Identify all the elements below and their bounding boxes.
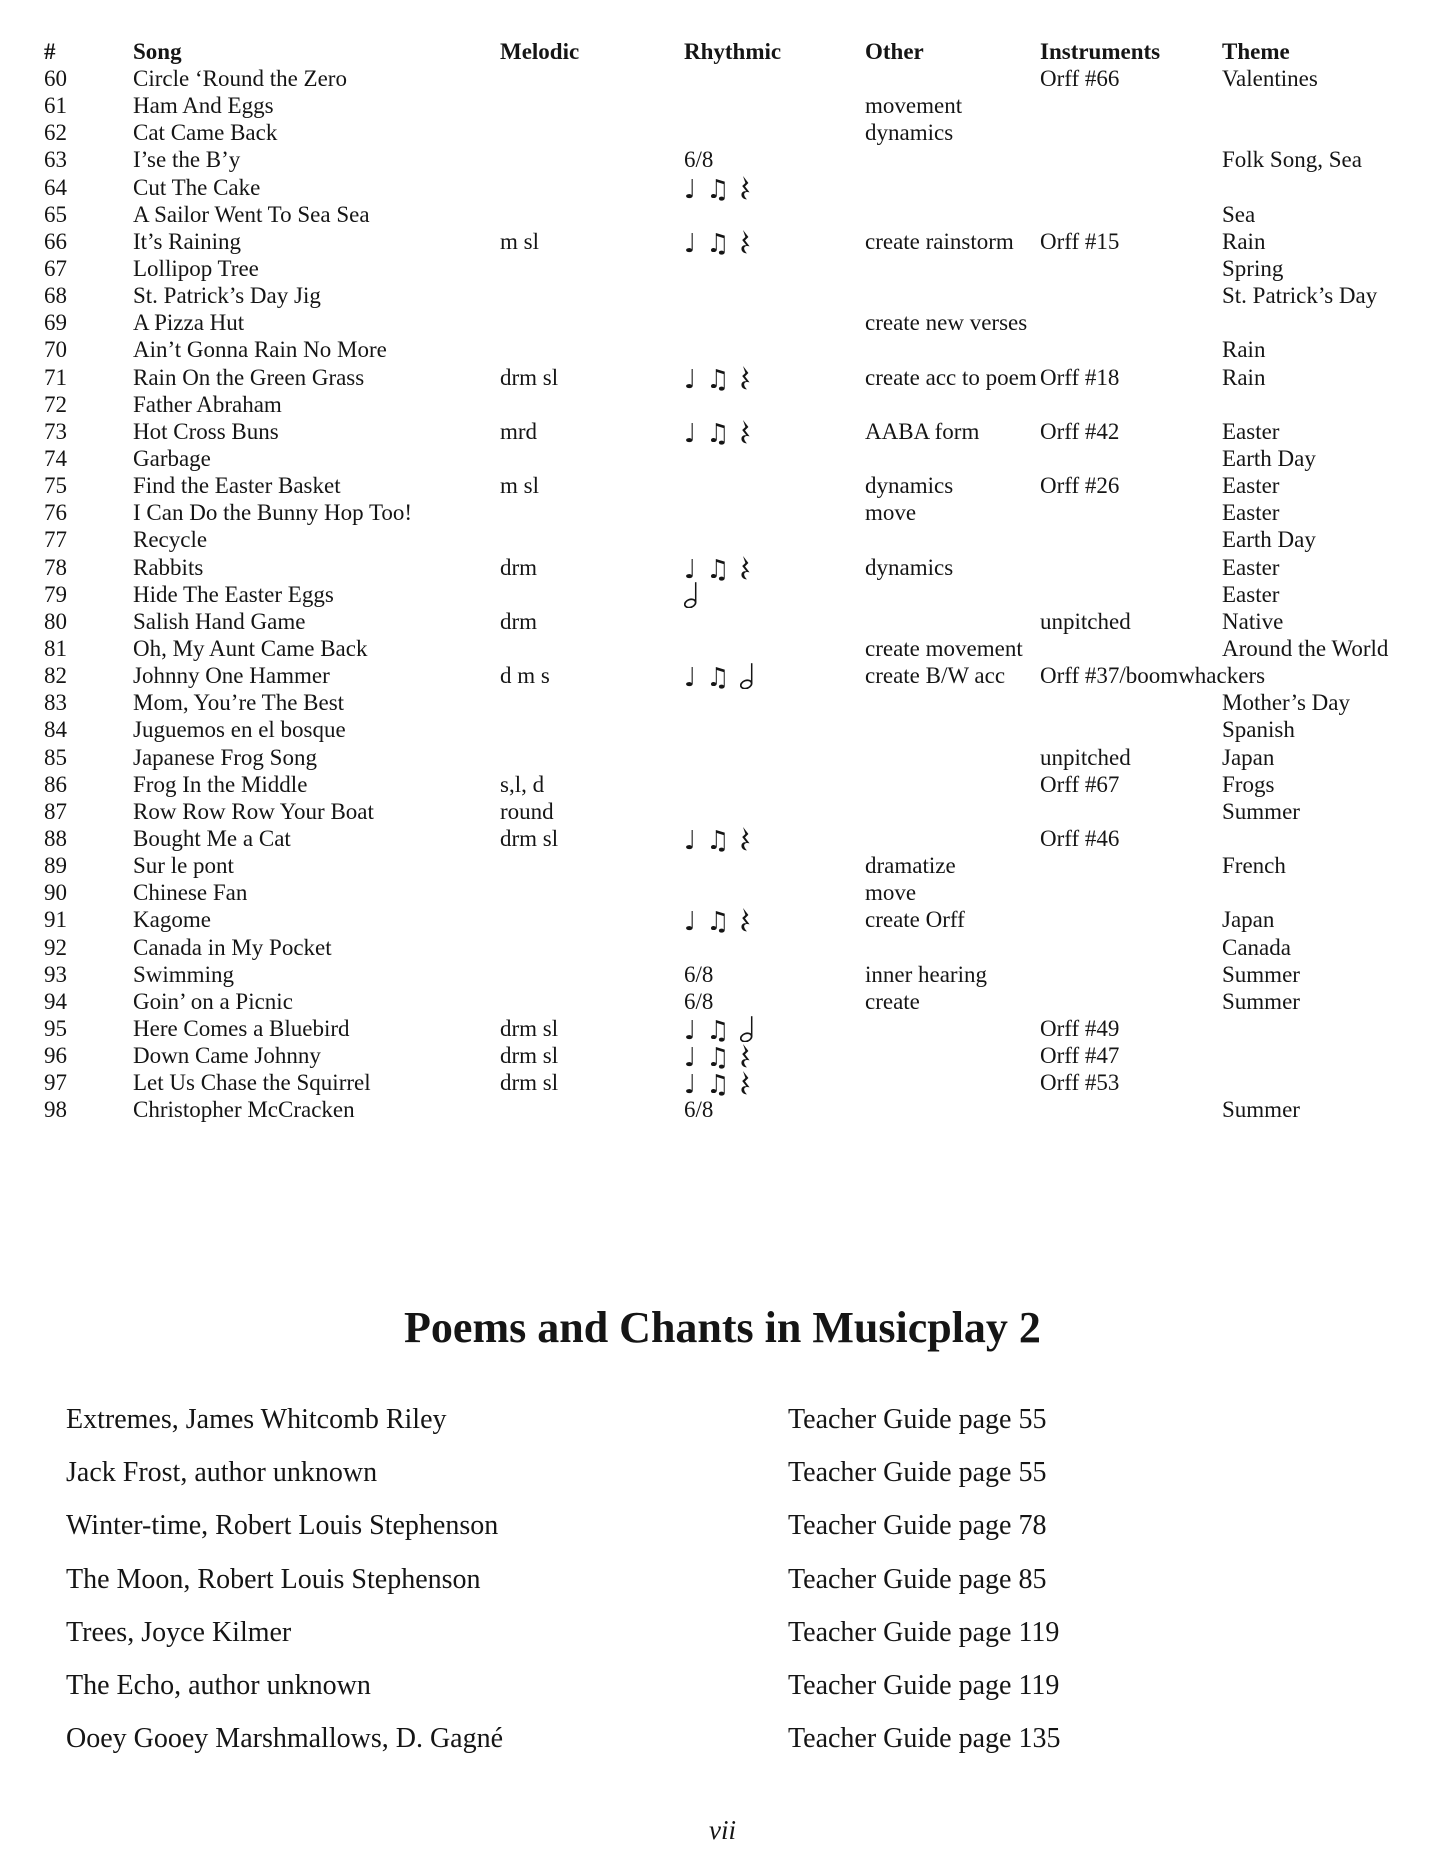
poems-title: Poems and Chants in Musicplay 2 xyxy=(404,1303,1041,1352)
instruments-value: Orff #42 xyxy=(1040,418,1120,444)
table-row xyxy=(0,635,1445,662)
row-number: 67 xyxy=(44,255,67,281)
other-value: create B/W acc xyxy=(865,663,1006,689)
song-title: Swimming xyxy=(133,961,234,987)
theme-value: Mother’s Day xyxy=(1222,690,1350,716)
table-row xyxy=(0,1015,1445,1046)
theme-value: Rain xyxy=(1222,337,1266,363)
quarter-note-icon: ♩ xyxy=(684,174,697,205)
quarter-rest-icon xyxy=(740,1044,751,1069)
row-number: 77 xyxy=(44,527,67,553)
quarter-rest-icon xyxy=(740,908,751,933)
theme-value: Easter xyxy=(1222,418,1280,444)
theme-value: Native xyxy=(1222,608,1284,634)
other-value: create rainstorm xyxy=(865,228,1014,254)
eighth-pair-icon: ♫ xyxy=(706,1043,730,1074)
song-title: Juguemos en el bosque xyxy=(133,717,346,743)
theme-value: Earth Day xyxy=(1222,445,1316,471)
eighth-pair-icon: ♫ xyxy=(706,663,730,694)
other-value: dramatize xyxy=(865,853,956,879)
instruments-value: Orff #18 xyxy=(1040,364,1120,390)
table-row xyxy=(0,689,1445,716)
melodic-value: drm sl xyxy=(500,364,559,390)
quarter-note-icon: ♩ xyxy=(684,1070,697,1101)
song-title: Oh, My Aunt Came Back xyxy=(133,635,368,661)
table-row xyxy=(0,744,1445,771)
table-row xyxy=(0,146,1445,173)
row-number: 81 xyxy=(44,635,67,661)
row-number: 71 xyxy=(44,364,67,390)
table-row xyxy=(0,879,1445,906)
poem-name: The Echo, author unknown xyxy=(66,1669,371,1701)
poem-name: Trees, Joyce Kilmer xyxy=(66,1616,292,1648)
other-value: dynamics xyxy=(865,120,954,146)
quarter-note-icon: ♩ xyxy=(684,554,697,585)
quarter-note-icon: ♩ xyxy=(684,418,697,449)
other-value: move xyxy=(865,500,917,526)
quarter-note-icon: ♩ xyxy=(684,663,697,694)
instruments-value: Orff #66 xyxy=(1040,66,1120,91)
theme-value: Summer xyxy=(1222,961,1300,987)
song-title: It’s Raining xyxy=(133,228,241,254)
eighth-pair-icon: ♫ xyxy=(706,1070,730,1101)
row-number: 70 xyxy=(44,337,67,363)
row-number: 88 xyxy=(44,825,67,851)
rhythmic-value xyxy=(684,1042,751,1074)
row-number: 97 xyxy=(44,1070,67,1096)
table-row xyxy=(0,934,1445,961)
quarter-rest-icon xyxy=(740,420,751,445)
rhythmic-value: 6/8 xyxy=(684,988,714,1014)
column-header-theme: Theme xyxy=(1222,39,1290,64)
row-number: 96 xyxy=(44,1043,67,1069)
poem-page-ref: Teacher Guide page 78 xyxy=(788,1510,1047,1542)
row-number: 65 xyxy=(44,201,67,227)
song-title: Rabbits xyxy=(133,554,204,580)
table-row xyxy=(0,499,1445,526)
song-title: Salish Hand Game xyxy=(133,608,306,634)
poem-page-ref: Teacher Guide page 85 xyxy=(788,1563,1047,1595)
quarter-note-icon: ♩ xyxy=(684,907,697,938)
table-row xyxy=(0,581,1445,608)
rhythmic-value xyxy=(684,1069,751,1101)
song-title: Find the Easter Basket xyxy=(133,473,341,499)
theme-value: Summer xyxy=(1222,798,1300,824)
song-title: Johnny One Hammer xyxy=(133,663,330,689)
row-number: 69 xyxy=(44,310,67,336)
half-note-icon xyxy=(684,581,699,608)
song-title: Mom, You’re The Best xyxy=(133,690,345,716)
eighth-pair-icon: ♫ xyxy=(706,1015,730,1046)
theme-value: Folk Song, Sea xyxy=(1222,147,1362,173)
melodic-value: m sl xyxy=(500,228,539,254)
other-value: create Orff xyxy=(865,907,965,933)
quarter-note-icon: ♩ xyxy=(684,1043,697,1074)
poem-page-ref: Teacher Guide page 135 xyxy=(788,1723,1061,1755)
table-row xyxy=(0,65,1445,92)
other-value: create new verses xyxy=(865,310,1028,336)
poem-name: Jack Frost, author unknown xyxy=(66,1457,378,1489)
row-number: 93 xyxy=(44,961,67,987)
page-number: vii xyxy=(709,1815,736,1845)
poem-page-ref: Teacher Guide page 55 xyxy=(788,1404,1047,1435)
eighth-pair-icon: ♫ xyxy=(706,418,730,449)
poems-list xyxy=(0,1400,1445,1772)
melodic-value: drm xyxy=(500,608,538,634)
rhythmic-value xyxy=(684,1015,755,1046)
song-title: Sur le pont xyxy=(133,853,234,879)
other-value: create movement xyxy=(865,635,1023,661)
song-title: A Pizza Hut xyxy=(133,310,245,336)
song-title: I’se the B’y xyxy=(133,147,241,173)
quarter-rest-icon xyxy=(740,366,751,391)
half-note-icon xyxy=(740,662,755,689)
song-title: Here Comes a Bluebird xyxy=(133,1015,350,1041)
instruments-value: Orff #15 xyxy=(1040,228,1120,254)
table-row xyxy=(0,798,1445,825)
rhythmic-value: 6/8 xyxy=(684,961,714,987)
song-title: Ham And Eggs xyxy=(133,93,274,119)
row-number: 82 xyxy=(44,663,67,689)
row-number: 98 xyxy=(44,1097,67,1123)
theme-value: Japan xyxy=(1222,744,1275,770)
table-row xyxy=(0,825,1445,856)
table-row xyxy=(0,472,1445,499)
row-number: 61 xyxy=(44,93,67,119)
table-row xyxy=(0,852,1445,879)
row-number: 85 xyxy=(44,744,67,770)
quarter-note-icon: ♩ xyxy=(684,825,697,856)
song-title: Christopher McCracken xyxy=(133,1097,355,1123)
table-row xyxy=(0,1042,1445,1074)
poem-item xyxy=(0,1453,1445,1506)
row-number: 66 xyxy=(44,228,67,254)
quarter-note-icon: ♩ xyxy=(684,228,697,259)
theme-value: Around the World xyxy=(1222,635,1389,661)
poem-name: Winter-time, Robert Louis Stephenson xyxy=(66,1510,499,1542)
poem-page-ref: Teacher Guide page 119 xyxy=(788,1616,1060,1648)
melodic-value: m sl xyxy=(500,473,539,499)
rhythmic-value xyxy=(684,364,751,395)
quarter-rest-icon xyxy=(740,827,751,852)
theme-value: Frogs xyxy=(1222,771,1275,797)
table-row xyxy=(0,391,1445,418)
song-title: Hide The Easter Eggs xyxy=(133,581,334,607)
melodic-value: drm sl xyxy=(500,1043,559,1069)
quarter-rest-icon xyxy=(740,1071,751,1096)
table-row xyxy=(0,608,1445,635)
rhythmic-value xyxy=(684,825,751,856)
song-title: Goin’ on a Picnic xyxy=(133,988,293,1014)
row-number: 78 xyxy=(44,554,67,580)
rhythmic-value xyxy=(684,662,755,694)
table-row xyxy=(0,282,1445,309)
table-row xyxy=(0,255,1445,282)
table-row xyxy=(0,716,1445,743)
quarter-rest-icon xyxy=(740,176,751,201)
column-header-melodic: Melodic xyxy=(500,39,580,64)
melodic-value: drm xyxy=(500,554,538,580)
half-note-icon xyxy=(740,1015,755,1042)
poem-page-ref: Teacher Guide page 55 xyxy=(788,1457,1047,1489)
song-title: Let Us Chase the Squirrel xyxy=(133,1070,371,1096)
other-value: move xyxy=(865,880,917,906)
row-number: 86 xyxy=(44,771,67,797)
melodic-value: drm sl xyxy=(500,825,559,851)
row-number: 90 xyxy=(44,880,67,906)
row-number: 74 xyxy=(44,445,67,471)
poem-page-ref: Teacher Guide page 119 xyxy=(788,1669,1060,1701)
theme-value: Easter xyxy=(1222,554,1280,580)
song-title: Garbage xyxy=(133,445,211,471)
poem-item xyxy=(0,1400,1445,1453)
theme-value: Rain xyxy=(1222,364,1266,390)
row-number: 68 xyxy=(44,283,67,309)
column-header-other: Other xyxy=(865,39,924,64)
theme-value: Spring xyxy=(1222,255,1284,281)
rhythmic-value xyxy=(684,418,751,449)
eighth-pair-icon: ♫ xyxy=(706,364,730,395)
melodic-value: drm sl xyxy=(500,1015,559,1041)
row-number: 63 xyxy=(44,147,67,173)
row-number: 73 xyxy=(44,418,67,444)
song-title: Frog In the Middle xyxy=(133,771,308,797)
table-row xyxy=(0,364,1445,395)
table-row xyxy=(0,988,1445,1015)
table-row xyxy=(0,92,1445,119)
row-number: 62 xyxy=(44,120,67,146)
table-row xyxy=(0,1096,1445,1123)
theme-value: French xyxy=(1222,853,1286,879)
song-title: Down Came Johnny xyxy=(133,1043,321,1069)
table-row xyxy=(0,309,1445,336)
other-value: dynamics xyxy=(865,473,954,499)
poem-item xyxy=(0,1560,1445,1613)
other-value: inner hearing xyxy=(865,961,987,987)
row-number: 87 xyxy=(44,798,67,824)
instruments-value: Orff #26 xyxy=(1040,473,1120,499)
quarter-rest-icon xyxy=(740,230,751,255)
song-title: Ain’t Gonna Rain No More xyxy=(133,337,387,363)
row-number: 80 xyxy=(44,608,67,634)
poem-item xyxy=(0,1613,1445,1666)
theme-value: Easter xyxy=(1222,500,1280,526)
poem-item xyxy=(0,1719,1445,1772)
table-row xyxy=(0,1069,1445,1101)
melodic-value: d m s xyxy=(500,663,550,689)
row-number: 91 xyxy=(44,907,67,933)
theme-value: Japan xyxy=(1222,907,1275,933)
melodic-value: round xyxy=(500,798,554,824)
poem-name: Extremes, James Whitcomb Riley xyxy=(66,1404,447,1435)
theme-value: Sea xyxy=(1222,201,1256,227)
rhythmic-value xyxy=(684,581,699,609)
row-number: 64 xyxy=(44,174,67,200)
theme-value: Easter xyxy=(1222,581,1280,607)
row-number: 72 xyxy=(44,391,67,417)
instruments-value: Orff #46 xyxy=(1040,825,1120,851)
song-title: I Can Do the Bunny Hop Too! xyxy=(133,500,413,526)
song-title: Circle ‘Round the Zero xyxy=(133,66,347,91)
column-header-instruments: Instruments xyxy=(1040,39,1161,64)
other-value: AABA form xyxy=(865,418,980,444)
melodic-value: drm sl xyxy=(500,1070,559,1096)
row-number: 83 xyxy=(44,690,67,716)
eighth-pair-icon: ♫ xyxy=(706,174,730,205)
theme-value: Summer xyxy=(1222,988,1300,1014)
poem-item xyxy=(0,1666,1445,1719)
instruments-value: unpitched xyxy=(1040,608,1131,634)
quarter-note-icon: ♩ xyxy=(684,1015,697,1046)
row-number: 76 xyxy=(44,500,67,526)
song-title: St. Patrick’s Day Jig xyxy=(133,283,321,309)
row-number: 75 xyxy=(44,473,67,499)
theme-value: Valentines xyxy=(1222,66,1318,91)
song-title: Father Abraham xyxy=(133,391,282,417)
eighth-pair-icon: ♫ xyxy=(706,554,730,585)
table-row xyxy=(0,526,1445,553)
other-value: movement xyxy=(865,93,963,119)
column-header-num: # xyxy=(44,39,56,64)
row-number: 89 xyxy=(44,853,67,879)
instruments-value: Orff #49 xyxy=(1040,1015,1120,1041)
table-row xyxy=(0,961,1445,988)
quarter-rest-icon xyxy=(740,556,751,581)
table-row xyxy=(0,174,1445,205)
table-row xyxy=(0,662,1445,694)
melodic-value: s,l, d xyxy=(500,771,545,797)
poem-name: The Moon, Robert Louis Stephenson xyxy=(66,1563,481,1595)
other-value: dynamics xyxy=(865,554,954,580)
eighth-pair-icon: ♫ xyxy=(706,228,730,259)
rhythmic-value xyxy=(684,906,751,938)
theme-value: Spanish xyxy=(1222,717,1295,743)
rhythmic-value xyxy=(684,228,751,259)
song-title: Kagome xyxy=(133,907,211,933)
theme-value: St. Patrick’s Day xyxy=(1222,283,1378,309)
poem-item xyxy=(0,1506,1445,1559)
rhythmic-value: 6/8 xyxy=(684,1097,714,1123)
song-title: Cut The Cake xyxy=(133,174,261,200)
other-value: create xyxy=(865,988,920,1014)
index-header-row xyxy=(0,38,1445,65)
table-row xyxy=(0,119,1445,146)
table-row xyxy=(0,771,1445,798)
song-title: Cat Came Back xyxy=(133,120,278,146)
table-row xyxy=(0,906,1445,938)
instruments-value: unpitched xyxy=(1040,744,1131,770)
theme-value: Canada xyxy=(1222,934,1291,960)
melodic-value: mrd xyxy=(500,418,538,444)
theme-value: Rain xyxy=(1222,228,1266,254)
song-title: Bought Me a Cat xyxy=(133,825,291,851)
quarter-note-icon: ♩ xyxy=(684,364,697,395)
table-row xyxy=(0,228,1445,259)
row-number: 84 xyxy=(44,717,67,743)
table-row xyxy=(0,201,1445,228)
song-title: Canada in My Pocket xyxy=(133,934,332,960)
song-title: Recycle xyxy=(133,527,208,553)
rhythmic-value xyxy=(684,174,751,205)
table-row xyxy=(0,554,1445,585)
song-title: Lollipop Tree xyxy=(133,255,259,281)
instruments-value: Orff #67 xyxy=(1040,771,1120,797)
song-title: Row Row Row Your Boat xyxy=(133,798,374,824)
instruments-value: Orff #53 xyxy=(1040,1070,1120,1096)
table-row xyxy=(0,445,1445,472)
eighth-pair-icon: ♫ xyxy=(706,825,730,856)
other-value: create acc to poem xyxy=(865,364,1037,390)
table-row xyxy=(0,418,1445,449)
theme-value: Easter xyxy=(1222,473,1280,499)
row-number: 95 xyxy=(44,1015,67,1041)
rhythmic-value xyxy=(684,554,751,585)
song-title: A Sailor Went To Sea Sea xyxy=(133,201,370,227)
song-title: Chinese Fan xyxy=(133,880,248,906)
column-header-song: Song xyxy=(133,39,182,64)
song-title: Japanese Frog Song xyxy=(133,744,317,770)
theme-value: Earth Day xyxy=(1222,527,1316,553)
poem-name: Ooey Gooey Marshmallows, D. Gagné xyxy=(66,1723,504,1755)
row-number: 79 xyxy=(44,581,67,607)
song-title: Hot Cross Buns xyxy=(133,418,279,444)
row-number: 60 xyxy=(44,66,67,91)
column-header-rhythmic: Rhythmic xyxy=(684,39,782,64)
index-rows xyxy=(0,65,1445,1123)
theme-value: Summer xyxy=(1222,1097,1300,1123)
table-row xyxy=(0,336,1445,363)
eighth-pair-icon: ♫ xyxy=(706,907,730,938)
instruments-value: Orff #47 xyxy=(1040,1043,1120,1069)
row-number: 94 xyxy=(44,988,67,1014)
song-title: Rain On the Green Grass xyxy=(133,364,365,390)
instruments-value: Orff #37/boomwhackers xyxy=(1040,663,1266,689)
rhythmic-value: 6/8 xyxy=(684,147,714,173)
row-number: 92 xyxy=(44,934,67,960)
